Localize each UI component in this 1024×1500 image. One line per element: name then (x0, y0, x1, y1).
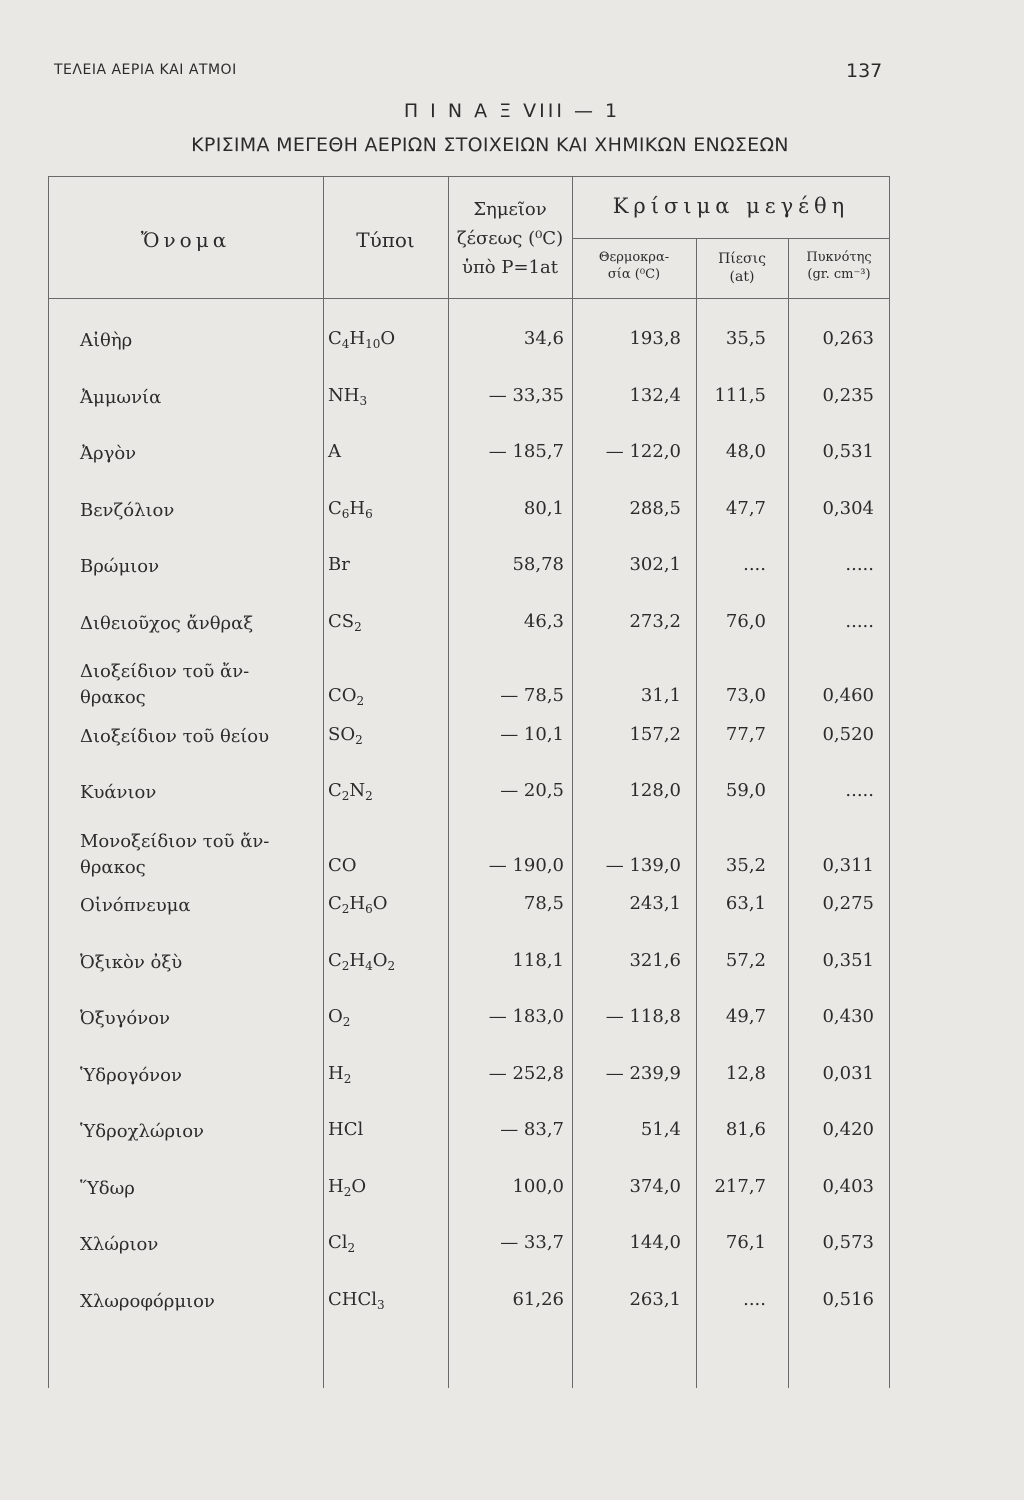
cell-name (80, 498, 320, 524)
cell-critical-density: 0,351 (822, 949, 874, 971)
cell-formula (328, 950, 448, 971)
cell-critical-temperature: — 239,9 (605, 1062, 681, 1084)
cell-name (80, 1289, 320, 1315)
formula-subscript: 2 (342, 1015, 351, 1029)
header-density-line: (gr. cm⁻³) (807, 266, 871, 282)
formula-subscript: 2 (356, 694, 365, 708)
header-boiling-line: Σημεῖον (473, 199, 547, 220)
cell-name (80, 1232, 320, 1258)
cell-name-line: Χλωροφόρμιον (80, 1290, 215, 1312)
cell-name-line: Ὕδωρ (80, 1177, 135, 1199)
cell-critical-temperature: 273,2 (629, 610, 681, 632)
cell-name-line: Ἀμμωνία (80, 386, 162, 408)
cell-critical-pressure: 76,0 (725, 610, 766, 632)
formula-symbol: H (328, 1175, 344, 1197)
formula-symbol: CO (328, 685, 357, 706)
cell-critical-density: 0,304 (822, 497, 874, 519)
formula-subscript: 2 (343, 1184, 352, 1199)
formula-symbol: C (328, 780, 342, 801)
cell-critical-pressure: 35,5 (725, 328, 766, 349)
cell-critical-temperature: 263,1 (629, 1288, 681, 1310)
table-row (48, 830, 890, 893)
table-row (48, 328, 890, 384)
table-row (48, 498, 890, 554)
cell-critical-density: 0,311 (822, 854, 874, 876)
table-row (48, 1063, 890, 1119)
formula-subscript: 2 (355, 732, 363, 747)
cell-critical-density: 0,573 (822, 1232, 874, 1253)
cell-name (80, 1119, 320, 1145)
cell-critical-pressure: 59,0 (725, 780, 766, 801)
cell-critical-density: 0,531 (822, 441, 874, 462)
cell-formula (328, 855, 448, 876)
cell-name (80, 950, 320, 976)
cell-critical-temperature: 144,0 (629, 1232, 681, 1253)
cell-name-line: Διθειοῦχος ἄνθραξ (80, 612, 254, 634)
formula-subscript: 3 (377, 1297, 385, 1312)
cell-boiling-point: — 83,7 (500, 1119, 564, 1140)
formula-symbol: H (349, 949, 366, 971)
cell-boiling-point: 34,6 (523, 328, 564, 349)
cell-critical-density: 0,516 (822, 1288, 874, 1310)
cell-name (80, 385, 320, 411)
table-row (48, 1006, 890, 1062)
formula-symbol: SO (328, 723, 356, 745)
formula-symbol: O (328, 1006, 343, 1027)
formula-subscript: 2 (387, 958, 396, 973)
cell-formula (328, 441, 448, 462)
table-row (48, 1232, 890, 1288)
formula-subscript: 4 (365, 958, 373, 973)
cell-name (80, 780, 320, 806)
table-row (48, 893, 890, 949)
cell-formula (328, 780, 448, 801)
header-pressure-line: (at) (729, 269, 755, 286)
table-border-top (48, 176, 890, 177)
cell-name (80, 328, 320, 354)
cell-critical-temperature: 288,5 (629, 497, 681, 519)
cell-name (80, 441, 320, 467)
cell-critical-density: 0,430 (822, 1006, 874, 1027)
cell-name-line: Βενζόλιον (80, 499, 175, 521)
formula-symbol: C (328, 497, 342, 519)
cell-critical-density: 0,235 (822, 384, 874, 406)
cell-critical-pressure: 47,7 (725, 497, 766, 519)
cell-critical-density: 0,031 (822, 1062, 874, 1084)
running-head: ΤΕΛΕΙΑ ΑΕΡΙΑ ΚΑΙ ΑΤΜΟΙ (54, 62, 237, 78)
cell-name (80, 659, 320, 711)
cell-critical-density: ..... (845, 610, 874, 632)
cell-boiling-point: 46,3 (523, 610, 564, 632)
formula-subscript: 6 (365, 902, 373, 916)
cell-critical-pressure: 57,2 (725, 949, 766, 971)
cell-boiling-point: — 185,7 (488, 441, 564, 462)
formula-subscript: 2 (341, 902, 350, 916)
cell-name-line: θρακος (80, 687, 146, 708)
cell-critical-pressure: 49,7 (725, 1006, 766, 1027)
formula-symbol: A (328, 441, 341, 462)
cell-critical-density: 0,263 (822, 328, 874, 349)
cell-formula (328, 1006, 448, 1027)
cell-boiling-point: 61,26 (512, 1288, 564, 1310)
cell-critical-temperature: — 122,0 (605, 441, 681, 462)
cell-name (80, 1063, 320, 1089)
cell-formula (328, 1119, 448, 1140)
header-density-line: Πυκνότης (806, 250, 872, 265)
cell-boiling-point: — 190,0 (488, 854, 564, 876)
formula-symbol: H (349, 497, 366, 519)
cell-formula (328, 1289, 448, 1310)
cell-boiling-point: — 252,8 (488, 1062, 564, 1084)
table-row (48, 724, 890, 780)
formula-symbol: N (349, 780, 366, 801)
cell-name (80, 1006, 320, 1032)
cell-critical-pressure: 76,1 (725, 1232, 766, 1253)
cell-name-line: Διοξείδιον τοῦ θείου (80, 725, 270, 747)
cell-formula (328, 611, 448, 632)
cell-critical-density: 0,420 (822, 1119, 874, 1140)
cell-name-line: Διοξείδιον τοῦ ἄν- (80, 661, 250, 682)
table-row (48, 950, 890, 1006)
header-name: Ὄνομα (140, 228, 231, 252)
formula-symbol: O (372, 893, 388, 914)
data-table (48, 176, 890, 1388)
formula-subscript: 2 (341, 958, 350, 973)
cell-critical-temperature: 302,1 (629, 554, 681, 575)
cell-name-line: Κυάνιον (80, 782, 157, 803)
formula-symbol: C (328, 893, 342, 914)
formula-subscript: 3 (359, 393, 368, 408)
cell-critical-pressure: 111,5 (714, 384, 766, 406)
cell-critical-temperature: — 118,8 (605, 1006, 681, 1027)
cell-name (80, 829, 320, 881)
table-number: Π Ι Ν Α Ξ VIII — 1 (403, 100, 621, 122)
cell-formula (328, 1063, 448, 1084)
formula-symbol: O (372, 949, 388, 971)
formula-subscript: 2 (341, 789, 350, 803)
formula-subscript: 2 (354, 619, 362, 634)
cell-name-line: Βρώμιον (80, 556, 160, 577)
cell-boiling-point: — 20,5 (500, 780, 564, 801)
formula-subscript: 2 (365, 789, 373, 803)
cell-critical-density: ..... (845, 554, 874, 575)
cell-name-line: Ἀργὸν (80, 443, 137, 464)
cell-critical-pressure: 12,8 (725, 1062, 766, 1084)
cell-name (80, 724, 320, 750)
cell-name-line: Ὑδροχλώριον (80, 1121, 204, 1142)
cell-critical-pressure: 81,6 (725, 1119, 766, 1140)
cell-formula (328, 328, 448, 349)
formula-symbol: O (351, 1175, 367, 1197)
cell-name-line: Ὀξυγόνον (80, 1008, 170, 1029)
table-row (48, 1289, 890, 1345)
cell-critical-temperature: — 139,0 (605, 854, 681, 876)
cell-name-line: Αἰθὴρ (80, 330, 133, 351)
formula-subscript: 2 (343, 1071, 352, 1086)
formula-symbol: O (380, 328, 396, 349)
cell-critical-density: 0,403 (822, 1175, 874, 1197)
cell-boiling-point: 100,0 (512, 1175, 564, 1197)
cell-name-line: Ὀξικὸν ὀξὺ (80, 951, 183, 973)
cell-critical-density: 0,275 (822, 893, 874, 914)
header-critical-pressure (696, 250, 788, 286)
header-boiling-line: ζέσεως (⁰C) (456, 227, 564, 249)
cell-critical-temperature: 31,1 (640, 685, 681, 706)
formula-symbol: H (349, 893, 366, 914)
cell-name-line: θρακος (80, 856, 146, 878)
cell-critical-pressure: .... (743, 1288, 766, 1310)
formula-subscript: 4 (341, 337, 350, 351)
formula-symbol: Br (328, 554, 350, 575)
header-critical-density (788, 250, 890, 284)
cell-critical-density: ..... (845, 780, 874, 801)
cell-name (80, 554, 320, 580)
cell-critical-temperature: 374,0 (629, 1175, 681, 1197)
cell-name (80, 1176, 320, 1202)
table-row (48, 1119, 890, 1175)
cell-boiling-point: — 33,35 (488, 384, 564, 406)
cell-formula (328, 554, 448, 575)
cell-boiling-point: — 183,0 (488, 1006, 564, 1027)
cell-name-line: Οἰνόπνευμα (80, 895, 191, 916)
cell-critical-pressure: 48,0 (725, 441, 766, 462)
cell-critical-temperature: 128,0 (629, 780, 681, 801)
header-bottom-rule (48, 298, 890, 299)
header-formula: Τύποι (356, 228, 415, 252)
cell-formula (328, 685, 448, 706)
page-number: 137 (846, 60, 883, 82)
formula-subscript: 2 (347, 1241, 356, 1255)
cell-critical-temperature: 243,1 (629, 893, 681, 914)
cell-critical-temperature: 193,8 (629, 328, 681, 349)
cell-name (80, 611, 320, 637)
cell-critical-temperature: 321,6 (629, 949, 681, 971)
formula-symbol: HCl (328, 1119, 364, 1140)
formula-symbol: CS (328, 610, 355, 632)
cell-critical-density: 0,460 (822, 685, 874, 706)
cell-critical-density: 0,520 (822, 723, 874, 745)
table-row (48, 1176, 890, 1232)
cell-boiling-point: — 10,1 (500, 723, 564, 745)
table-title: ΚΡΙΣΙΜΑ ΜΕΓΕΘΗ ΑΕΡΙΩΝ ΣΤΟΙΧΕΙΩΝ ΚΑΙ ΧΗΜΙΚΩΝ ΕΝΩΣΕΩΝ (191, 134, 789, 156)
cell-formula (328, 893, 448, 914)
formula-symbol: CO (328, 854, 357, 876)
header-boiling-point (448, 196, 572, 282)
formula-symbol: C (328, 328, 342, 349)
formula-symbol: Cl (328, 1232, 348, 1253)
cell-critical-pressure: 63,1 (725, 893, 766, 914)
cell-formula (328, 498, 448, 519)
header-boiling-line: ὑπὸ P=1at (462, 256, 558, 278)
cell-name-line: Χλώριον (80, 1234, 159, 1255)
cell-critical-pressure: .... (743, 554, 766, 575)
cell-boiling-point: 80,1 (523, 497, 564, 519)
formula-symbol: NH (328, 384, 360, 406)
formula-subscript: 6 (365, 506, 373, 521)
header-critical: Κρίσιμα μεγέθη (612, 194, 850, 218)
cell-critical-pressure: 217,7 (714, 1175, 766, 1197)
header-pressure-line: Πίεσις (718, 251, 766, 267)
table-row (48, 661, 890, 723)
header-divider (572, 238, 890, 239)
formula-subscript: 6 (341, 506, 350, 521)
cell-boiling-point: 58,78 (512, 554, 564, 575)
cell-boiling-point: 78,5 (523, 893, 564, 914)
cell-formula (328, 385, 448, 406)
header-temp-line: Θερμοκρα- (598, 250, 670, 265)
header-temp-line: σία (⁰C) (607, 266, 661, 282)
cell-formula (328, 1176, 448, 1197)
table-row (48, 385, 890, 441)
cell-critical-temperature: 132,4 (629, 384, 681, 406)
cell-boiling-point: — 78,5 (500, 685, 564, 706)
cell-boiling-point: 118,1 (512, 949, 564, 971)
cell-name-line: Ὑδρογόνον (80, 1064, 182, 1086)
cell-formula (328, 724, 448, 745)
cell-critical-pressure: 35,2 (725, 854, 766, 876)
cell-formula (328, 1232, 448, 1253)
cell-critical-pressure: 77,7 (725, 723, 766, 745)
table-row (48, 554, 890, 610)
cell-name (80, 893, 320, 919)
header-critical-temperature (572, 250, 696, 284)
cell-critical-pressure: 73,0 (725, 685, 766, 706)
formula-symbol: C (328, 949, 342, 971)
table-row (48, 441, 890, 497)
cell-critical-temperature: 51,4 (640, 1119, 681, 1140)
cell-critical-temperature: 157,2 (629, 723, 681, 745)
cell-boiling-point: — 33,7 (500, 1232, 564, 1253)
formula-symbol: H (328, 1062, 344, 1084)
formula-symbol: CHCl (328, 1288, 377, 1310)
formula-subscript: 10 (365, 337, 381, 351)
cell-name-line: Μονοξείδιον τοῦ ἄν- (80, 830, 270, 852)
formula-symbol: H (349, 328, 366, 349)
